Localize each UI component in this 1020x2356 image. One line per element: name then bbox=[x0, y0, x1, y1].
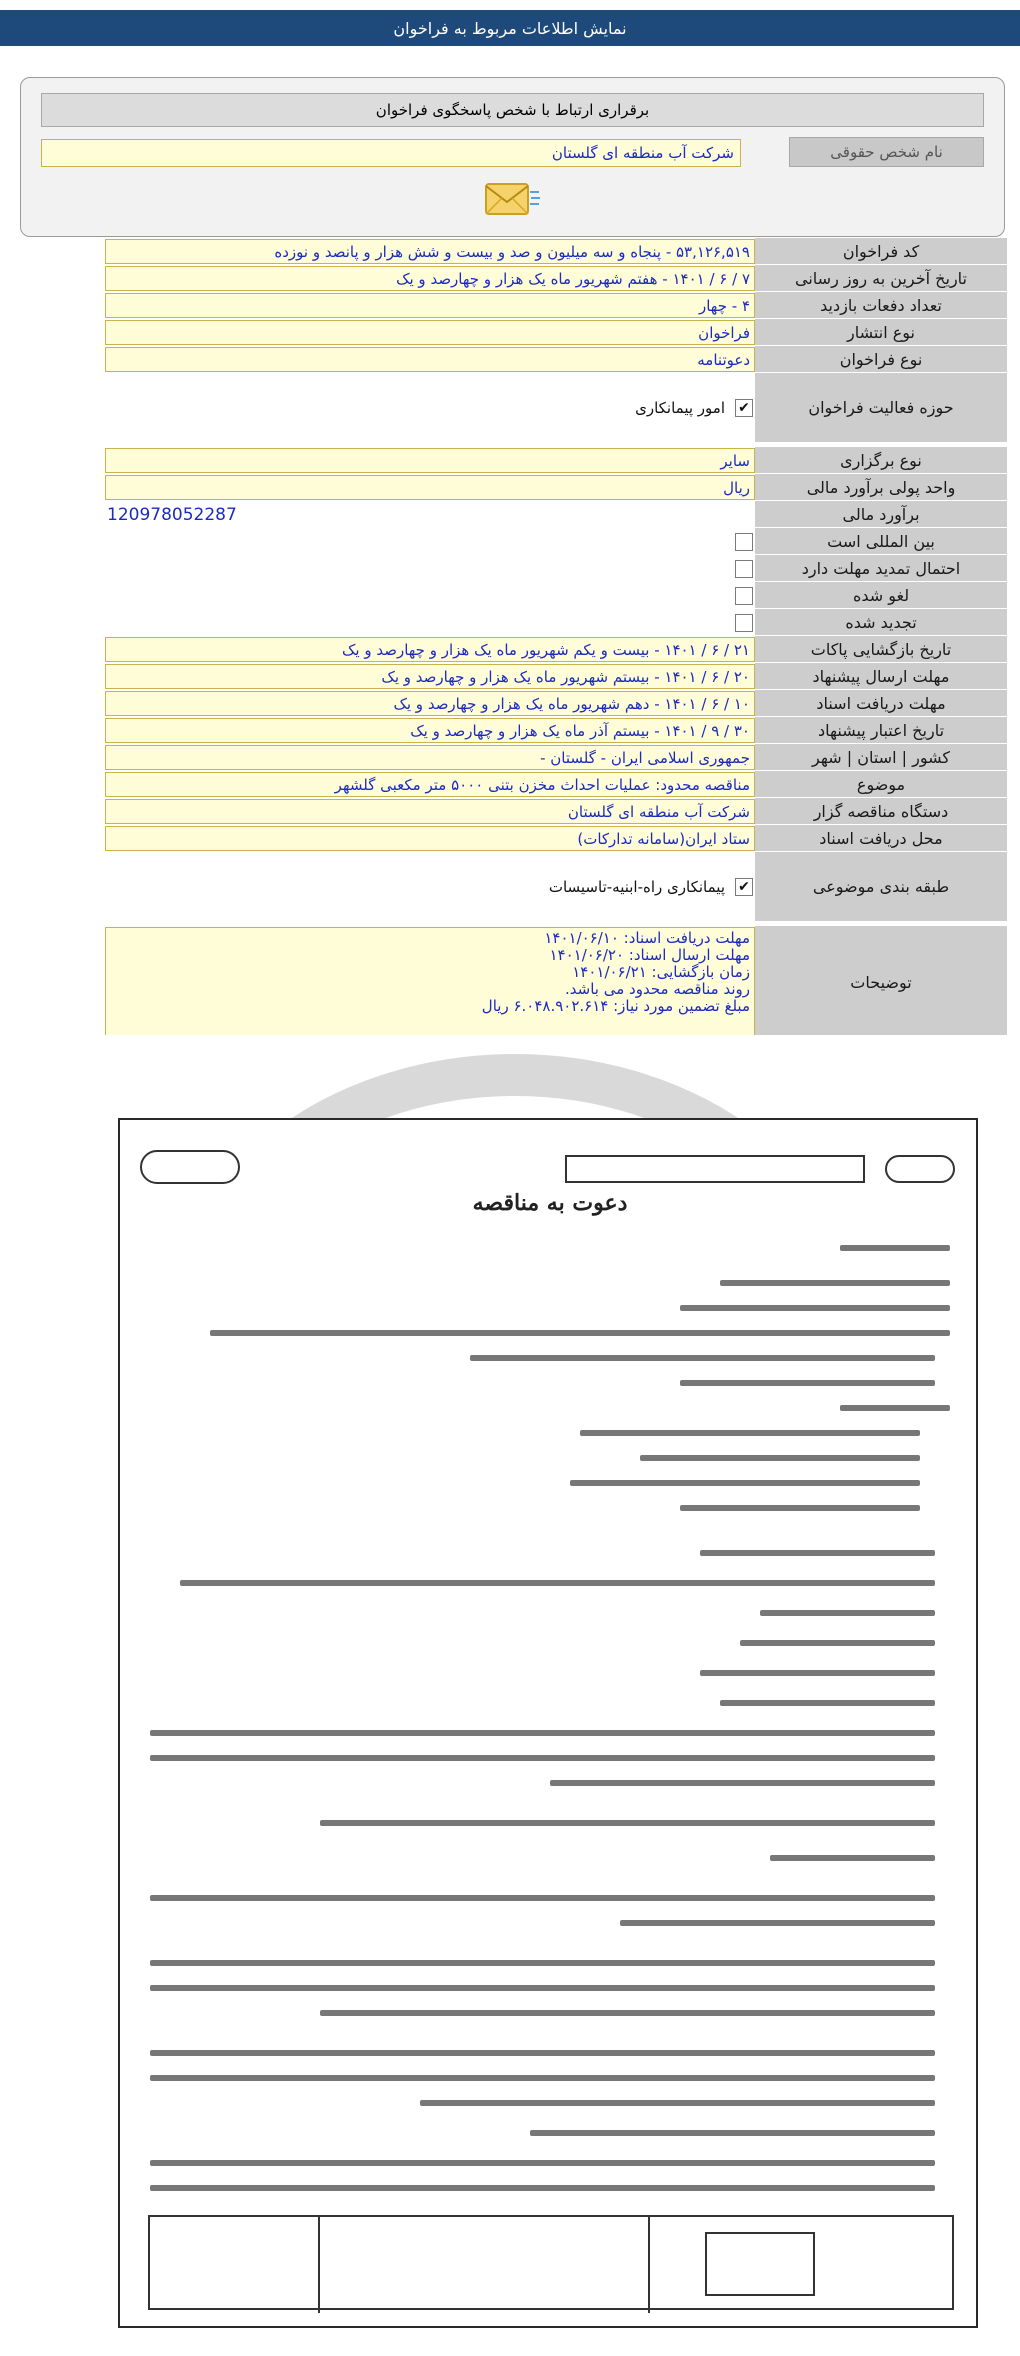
footer-cell bbox=[320, 2217, 650, 2313]
text-line bbox=[150, 2160, 935, 2166]
legal-entity-value: شرکت آب منطقه ای گلستان bbox=[41, 139, 741, 167]
document-footer-table bbox=[148, 2215, 954, 2310]
field-label: تاریخ بازگشایی پاکات bbox=[755, 636, 1007, 663]
text-line bbox=[150, 1960, 935, 1966]
note-line: روند مناقصه محدود می باشد. bbox=[565, 980, 750, 998]
footer-cell bbox=[150, 2217, 320, 2313]
text-line bbox=[470, 1355, 935, 1361]
field-row-opening-date bbox=[0, 636, 1020, 663]
check-label: بین المللی است bbox=[755, 528, 1007, 555]
text-line bbox=[420, 2100, 935, 2106]
field-row-location bbox=[0, 744, 1020, 771]
text-line bbox=[150, 1985, 935, 1991]
document-paper bbox=[118, 1118, 978, 2328]
field-label: مهلت دریافت اسناد bbox=[755, 690, 1007, 717]
field-label: تعداد دفعات بازدید bbox=[755, 292, 1007, 319]
text-line bbox=[640, 1455, 920, 1461]
category-label: طبقه بندی موضوعی bbox=[755, 852, 1007, 922]
mail-icon[interactable] bbox=[483, 178, 541, 220]
text-line bbox=[700, 1550, 935, 1556]
field-row-last-update bbox=[0, 265, 1020, 292]
field-value: ۲۱ / ۶ / ۱۴۰۱ - بیست و یکم شهریور ماه یک هزار و چهارصد و یک bbox=[105, 637, 755, 662]
field-value: ۲۰ / ۶ / ۱۴۰۱ - بیستم شهریور ماه یک هزار و چهارصد و یک bbox=[105, 664, 755, 689]
notes-value bbox=[105, 927, 755, 1038]
field-label: محل دریافت اسناد bbox=[755, 825, 1007, 852]
field-value: فراخوان bbox=[105, 320, 755, 345]
document-tag bbox=[885, 1155, 955, 1183]
text-line bbox=[760, 1610, 935, 1616]
contact-header: برقراری ارتباط با شخص پاسخگوی فراخوان bbox=[41, 93, 984, 127]
field-label: موضوع bbox=[755, 771, 1007, 798]
field-row-estimate bbox=[0, 501, 1020, 528]
field-label: تاریخ اعتبار پیشنهاد bbox=[755, 717, 1007, 744]
field-row-publish-type bbox=[0, 319, 1020, 346]
activity-option: امور پیمانکاری bbox=[635, 399, 725, 417]
text-line bbox=[570, 1480, 920, 1486]
activity-label: حوزه فعالیت فراخوان bbox=[755, 373, 1007, 443]
field-label: کد فراخوان bbox=[755, 238, 1007, 265]
extension-checkbox[interactable] bbox=[735, 560, 753, 578]
text-line bbox=[150, 1730, 935, 1736]
category-row bbox=[0, 852, 1020, 922]
field-value: ۴ - چهار bbox=[105, 293, 755, 318]
check-row-cancelled bbox=[0, 582, 1020, 609]
text-line bbox=[680, 1305, 950, 1311]
text-line bbox=[530, 2130, 935, 2136]
text-line bbox=[150, 2075, 935, 2081]
contact-panel bbox=[20, 77, 1005, 237]
field-value: ریال bbox=[105, 475, 755, 500]
field-row-doc-deadline bbox=[0, 690, 1020, 717]
field-row-subject bbox=[0, 771, 1020, 798]
field-row-visits bbox=[0, 292, 1020, 319]
field-value: ۷ / ۶ / ۱۴۰۱ - هفتم شهریور ماه یک هزار و چهارصد و یک bbox=[105, 266, 755, 291]
text-line bbox=[210, 1330, 950, 1336]
field-value: دعوتنامه bbox=[105, 347, 755, 372]
text-line bbox=[720, 1700, 935, 1706]
field-row-doc-place bbox=[0, 825, 1020, 852]
text-line bbox=[840, 1405, 950, 1411]
document-title: دعوت به مناقصه bbox=[472, 1190, 628, 1216]
text-line bbox=[320, 2010, 935, 2016]
field-row-validity bbox=[0, 717, 1020, 744]
check-label: تجدید شده bbox=[755, 609, 1007, 636]
cancelled-checkbox[interactable] bbox=[735, 587, 753, 605]
text-line bbox=[740, 1640, 935, 1646]
field-label: برآورد مالی bbox=[755, 501, 1007, 528]
renewed-checkbox[interactable] bbox=[735, 614, 753, 632]
field-row-currency bbox=[0, 474, 1020, 501]
activity-checkbox[interactable]: ✔ bbox=[735, 399, 753, 417]
text-line bbox=[580, 1430, 920, 1436]
document-logo bbox=[705, 2232, 815, 2296]
check-row-extension bbox=[0, 555, 1020, 582]
text-line bbox=[150, 1755, 935, 1761]
activity-row bbox=[0, 373, 1020, 443]
notes-row bbox=[0, 926, 1020, 1039]
text-line bbox=[180, 1580, 935, 1586]
text-line bbox=[150, 1895, 935, 1901]
field-value: شرکت آب منطقه ای گلستان bbox=[105, 799, 755, 824]
international-checkbox[interactable] bbox=[735, 533, 753, 551]
field-label: تاریخ آخرین به روز رسانی bbox=[755, 265, 1007, 292]
estimate-value: 120978052287 bbox=[107, 504, 237, 525]
field-row-call-type bbox=[0, 346, 1020, 373]
field-label: نوع انتشار bbox=[755, 319, 1007, 346]
field-value: ۱۰ / ۶ / ۱۴۰۱ - دهم شهریور ماه یک هزار و چهارصد و یک bbox=[105, 691, 755, 716]
document-header-box bbox=[565, 1155, 865, 1183]
text-line bbox=[620, 1920, 935, 1926]
field-row-organizer bbox=[0, 798, 1020, 825]
category-checkbox[interactable]: ✔ bbox=[735, 878, 753, 896]
check-label: احتمال تمدید مهلت دارد bbox=[755, 555, 1007, 582]
field-label: کشور | استان | شهر bbox=[755, 744, 1007, 771]
field-value: ۳۰ / ۹ / ۱۴۰۱ - بیستم آذر ماه یک هزار و چهارصد و یک bbox=[105, 718, 755, 743]
tender-document-image bbox=[0, 1035, 1020, 2356]
text-line bbox=[320, 1820, 935, 1826]
field-row-submit-deadline bbox=[0, 663, 1020, 690]
legal-entity-label: نام شخص حقوقی bbox=[789, 137, 984, 167]
page-title: نمایش اطلاعات مربوط به فراخوان bbox=[393, 18, 627, 38]
page-title-bar bbox=[0, 10, 1020, 46]
field-label: دستگاه مناقصه گزار bbox=[755, 798, 1007, 825]
text-line bbox=[680, 1380, 935, 1386]
text-line bbox=[840, 1245, 950, 1251]
text-line bbox=[680, 1505, 920, 1511]
note-line: زمان بازگشایی: ۱۴۰۱/۰۶/۲۱ bbox=[572, 963, 750, 981]
field-value: ۵۳,۱۲۶,۵۱۹ - پنجاه و سه میلیون و صد و بیست و شش هزار و پانصد و نوزده bbox=[105, 239, 755, 264]
field-value: مناقصه محدود: عملیات احداث مخزن بتنی ۵۰۰۰ متر مکعبی گلشهر bbox=[105, 772, 755, 797]
field-label: نوع برگزاری bbox=[755, 447, 1007, 474]
check-row-international bbox=[0, 528, 1020, 555]
field-row-hold-type bbox=[0, 447, 1020, 474]
text-line bbox=[150, 2050, 935, 2056]
check-label: لغو شده bbox=[755, 582, 1007, 609]
note-line: مهلت ارسال اسناد: ۱۴۰۱/۰۶/۲۰ bbox=[549, 946, 750, 964]
field-row-code bbox=[0, 238, 1020, 265]
note-line: مبلغ تضمین مورد نیاز: ۶.۰۴۸.۹۰۲.۶۱۴ ریال bbox=[481, 997, 750, 1015]
text-line bbox=[550, 1780, 935, 1786]
field-label: واحد پولی برآورد مالی bbox=[755, 474, 1007, 501]
note-line: مهلت دریافت اسناد: ۱۴۰۱/۰۶/۱۰ bbox=[544, 929, 750, 947]
field-value: ستاد ایران(سامانه تدارکات) bbox=[105, 826, 755, 851]
category-option: پیمانکاری راه-ابنیه-تاسیسات bbox=[548, 878, 725, 896]
field-value: سایر bbox=[105, 448, 755, 473]
check-row-renewed bbox=[0, 609, 1020, 636]
notes-label: توضیحات bbox=[755, 926, 1007, 1039]
field-label: نوع فراخوان bbox=[755, 346, 1007, 373]
field-label: مهلت ارسال پیشنهاد bbox=[755, 663, 1007, 690]
field-value: جمهوری اسلامی ایران - گلستان - bbox=[105, 745, 755, 770]
text-line bbox=[770, 1855, 935, 1861]
document-number-box bbox=[140, 1150, 240, 1184]
text-line bbox=[700, 1670, 935, 1676]
text-line bbox=[720, 1280, 950, 1286]
text-line bbox=[150, 2185, 935, 2191]
